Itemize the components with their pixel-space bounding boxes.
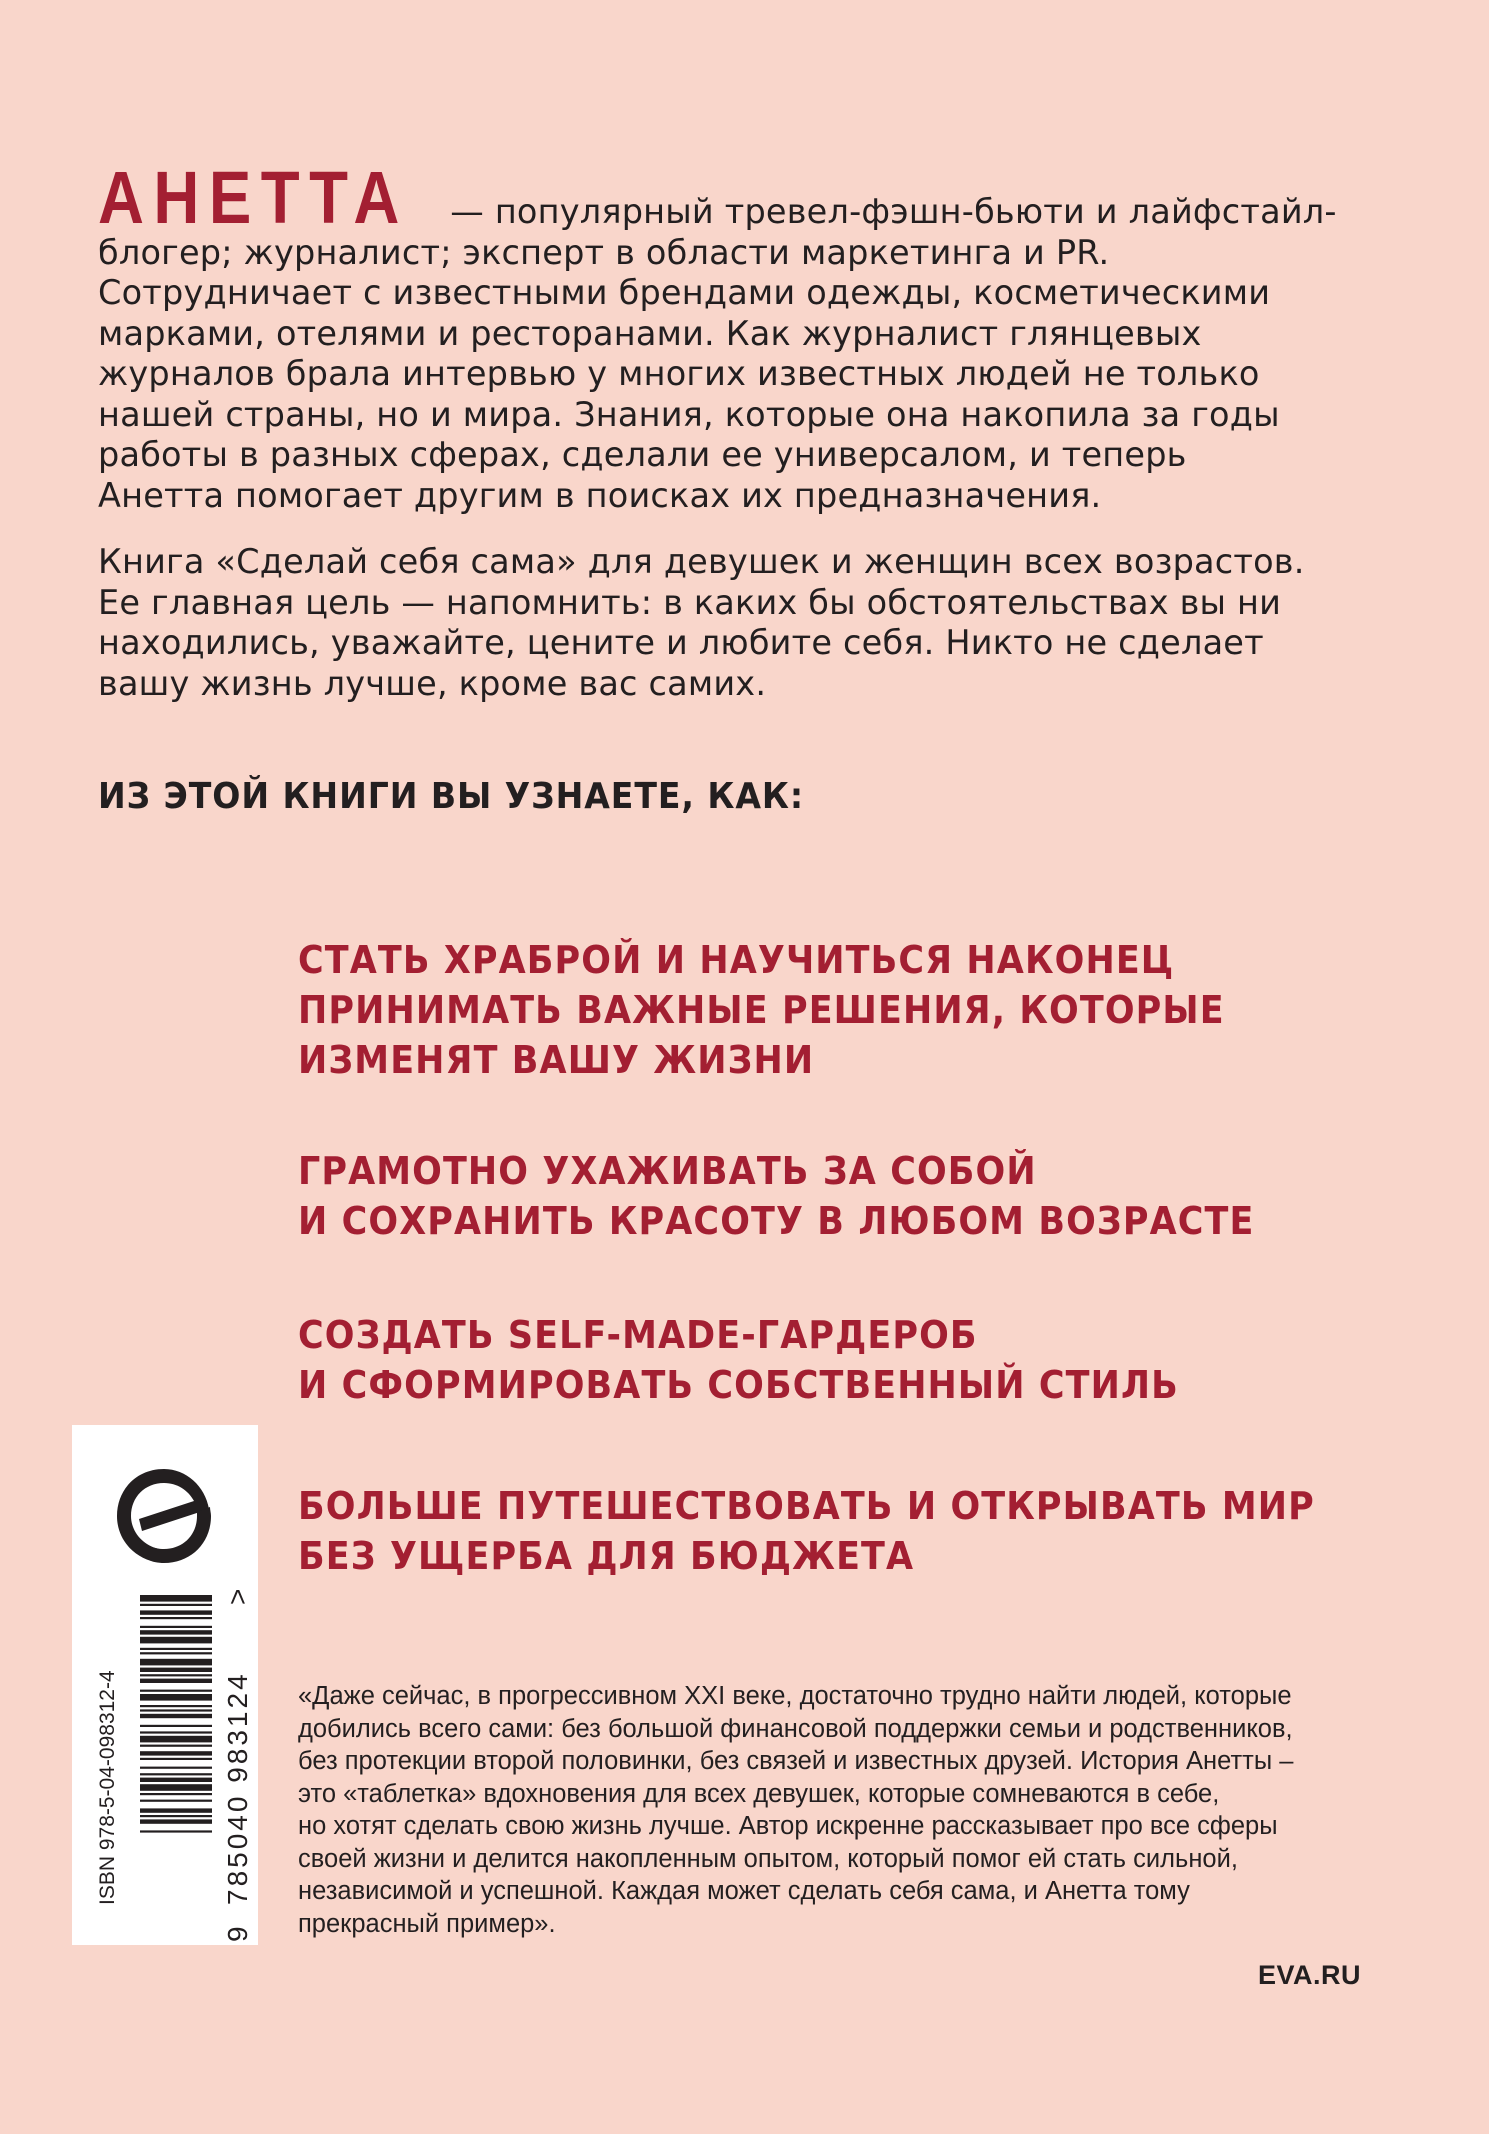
author-bio-line: работы в разных сферах, сделали ее универсалом, и теперь: [98, 435, 1187, 474]
author-bio-first-line: — популярный тревел-фэшн-бьюти и лайфстайл-: [439, 192, 1337, 231]
barcode-bar: [140, 1637, 212, 1644]
barcode-bar: [140, 1652, 212, 1654]
barcode-bar: [140, 1751, 212, 1755]
barcode-bar: [140, 1630, 212, 1634]
barcode-bar: [140, 1830, 212, 1832]
description-line: Ее главная цель — напомнить: в каких бы обстоятельствах вы ни: [98, 582, 1282, 622]
isbn-lead-digit: 9: [222, 1926, 253, 1942]
barcode-bar: [140, 1617, 212, 1619]
barcode-bar: [140, 1610, 212, 1614]
barcode-bar: [140, 1694, 212, 1701]
barcode-bar: [140, 1626, 212, 1628]
barcode-bar: [140, 1648, 212, 1650]
barcode-bar: [140, 1668, 212, 1672]
barcode-bar: [140, 1595, 212, 1602]
description-line: вашу жизнь лучше, кроме вас самих.: [98, 663, 767, 703]
barcode-bar: [140, 1778, 212, 1782]
barcode-bar: [140, 1815, 212, 1817]
isbn-digits: 785040 983124: [222, 1671, 253, 1905]
barcode-bar: [140, 1793, 212, 1795]
barcode-bar: [140, 1679, 212, 1683]
author-bio-line: нашей страны, но и мира. Знания, которые она накопила за годы: [98, 394, 1280, 434]
barcode-bar: [140, 1736, 212, 1743]
barcode-bar: [140, 1767, 212, 1769]
barcode-bar: [140, 1725, 212, 1727]
description-line: находились, уважайте, цените и любите себя. Никто не сделает: [98, 623, 1264, 662]
author-name: АНЕТТА: [98, 156, 409, 239]
author-bio: [98, 150, 1418, 516]
isbn-quiet-zone-marker: >: [222, 1588, 253, 1605]
barcode-bar: [140, 1819, 212, 1823]
benefit-item: БОЛЬШЕ ПУТЕШЕСТВОВАТЬ И ОТКРЫВАТЬ МИР БЕЗ УЩЕРБА ДЛЯ БЮДЖЕТА: [298, 1484, 1315, 1578]
author-bio-line: марками, отелями и ресторанами. Как журналист глянцевых: [98, 313, 1202, 353]
author-bio-line: Анетта помогает другим в поисках их предназначения.: [98, 475, 1102, 515]
barcode-bar: [140, 1714, 212, 1718]
barcode-bar: [140, 1773, 212, 1775]
barcode-bar: [140, 1709, 212, 1711]
author-bio-line: Сотрудничает с известными брендами одежды, косметическими: [98, 273, 1271, 312]
barcode-bar: [140, 1758, 212, 1760]
review-quote: «Даже сейчас, в прогрессивном XXI веке, достаточно трудно найти людей, которые добились всего сами: без большой финансовой поддержки семьи и родственников, без протекции второй половинки, без связей и известных друзей. История Анетты – это «таблетка» вдохновения для всех девушек, которые сомневаются в себе, но хотят сделать свою жизнь лучше. Автор искренне рассказывает про все сферы своей жизни и делится накопленным опытом, который помог ей стать сильной, независимой и успешной. Каждая может сделать себя сама, и Анетта тому прекрасный пример».: [298, 1682, 1294, 1938]
quote-source: EVA.RU: [1258, 1960, 1362, 1990]
barcode-bar: [140, 1808, 212, 1812]
barcode-bar: [140, 1690, 212, 1692]
benefit-item: ГРАМОТНО УХАЖИВАТЬ ЗА СОБОЙ И СОХРАНИТЬ КРАСОТУ В ЛЮБОМ ВОЗРАСТЕ: [298, 1149, 1255, 1243]
benefit-item: СТАТЬ ХРАБРОЙ И НАУЧИТЬСЯ НАКОНЕЦ ПРИНИМАТЬ ВАЖНЫЕ РЕШЕНИЯ, КОТОРЫЕ ИЗМЕНЯТ ВАШУ ЖИЗНИ: [298, 938, 1225, 1082]
barcode-bar: [140, 1674, 212, 1676]
barcode-bar: [140, 1705, 212, 1707]
eksmo-logo-icon: [109, 1461, 219, 1571]
learn-heading: ИЗ ЭТОЙ КНИГИ ВЫ УЗНАЕТЕ, КАК:: [98, 776, 805, 817]
isbn-label: ISBN 978-5-04-098312-4: [96, 1670, 119, 1905]
barcode-bar: [140, 1659, 212, 1666]
barcode-bar: [140, 1745, 212, 1747]
book-description: [98, 542, 1418, 704]
benefit-item: СОЗДАТЬ SELF-MADE-ГАРДЕРОБ И СФОРМИРОВАТЬ СОБСТВЕННЫЙ СТИЛЬ: [298, 1313, 1179, 1407]
barcode-icon: [140, 1595, 212, 1915]
barcode-bar: [140, 1784, 212, 1791]
author-bio-line: блогер; журналист; эксперт в области маркетинга и PR.: [98, 232, 1110, 272]
barcode-bar: [140, 1604, 212, 1606]
description-line: Книга «Сделай себя сама» для девушек и женщин всех возрастов.: [98, 542, 1305, 581]
barcode-bar: [140, 1731, 212, 1733]
author-bio-line: журналов брала интервью у многих известных людей не только: [98, 354, 1260, 393]
barcode-bar: [140, 1800, 212, 1802]
